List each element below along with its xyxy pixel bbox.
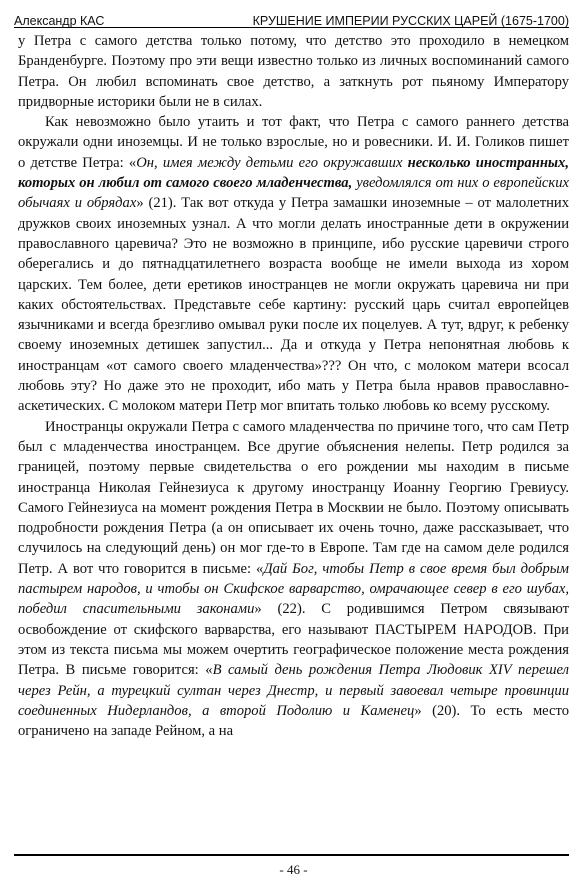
header-author: Александр КАС xyxy=(14,14,105,28)
paragraph-text: » (21). Так вот откуда у Петра замашки иноземные – от малолетних дружков своих иноземных узнал. А что могли делать иностранные дети в окружении православного царевича? Это не возможно в принципе, ибо русские царевичи строго оберегались и до пятнадцатилетнего возраста вообще не имели выхода из хором царских. Тем более, дети еретиков иностранцев не могли окружать царевича ни при каких обстоятельствах. Представьте себе картину: русский царь считал европейцев язычниками и всегда брезгливо омывал руки после их поцелуев. А тут, вдруг, к ребенку своему иноземных детишек запустил... Да и откуда у Петра непонятная любовь к иностранцам «от самого своего младенчества»??? Он что, с молоком матери всосал любовь эту? Но даже это не проходит, ибо мать у Петра была нравов православно-аскетических. С молоком матери Петр мог впитать только любовь ко всему русскому. xyxy=(18,195,569,415)
quote-text: Дай Бог, чтобы Петр в свое время был добрым пастырем народов, и чтобы он Скифское варварство, омрачающее север в его шубах, победил спасительными законами xyxy=(18,560,569,618)
quote-text: В самый день рождения Петра Людовик XIV перешел через Рейн, а турецкий султан через Днестр, и первый завоевал четыре провинции соединенных Нидерландов, а второй Подолию и Каменец xyxy=(18,662,569,719)
quote-text: Он, имея между детьми его окружавших xyxy=(136,154,408,171)
header-book-title: КРУШЕНИЕ ИМПЕРИИ РУССКИХ ЦАРЕЙ (1675-1700) xyxy=(252,14,569,28)
paragraph-text: у Петра с самого детства только потому, что детство это проходило в немецком Бранденбурге. Поэтому про эти вещи известно только из личных воспоминаний самого Петра. Он любил вспоминать свое детство, а заткнуть рот пьяному Императору придворные историки были не в силах. xyxy=(18,33,569,110)
paragraph-text: » (20). То есть место ограничено на западе Рейном, а на xyxy=(18,702,569,740)
emphasized-quote-text: несколько иностранных, которых он любил от самого своего младенчества, xyxy=(18,154,569,192)
header-rule xyxy=(14,27,569,28)
page-number: - 46 - xyxy=(279,862,308,877)
quote-text: уведомлялся от них о европейских обычаях и обрядах xyxy=(18,175,569,212)
footer-rule xyxy=(14,854,569,856)
paragraph-text: Как невозможно было утаить и тот факт, что Петра с самого раннего детства окружали одни иноземцы. И не только взрослые, но и ровесники. И. И. Голиков пишет о детстве Петра: « xyxy=(18,114,569,171)
body-text xyxy=(18,31,569,741)
paragraph xyxy=(18,112,569,416)
paragraph xyxy=(18,31,569,112)
paragraph-text: Иностранцы окружали Петра с самого младенчества по причине того, что сам Петр был с младенчества иностранцем. Все другие объяснения нелепы. Петр родился за границей, поэтому первые свидетельства о его рождении мы находим в письме иностранца Николая Гейнезиуса к другому иностранцу Иоанну Георгию Гревиусу. Самого Гейнезиуса на момент рождения Петра в Москвии не было. Поэтому описывать подробности рождения Петра (а он описывает их очень точно, даже рассказывает, что случилось на следующий день) он мог где-то в Европе. Там где на самом деле родился Петр. А вот что говорится в письме: « xyxy=(18,418,569,577)
paragraph-text: » (22). С родившимся Петром связывают освобождение от скифского варварства, его называют ПАСТЫРЕМ НАРОДОВ. При этом из текста письма мы можем очертить географическое положение места рождения Петра. В письме говорится: « xyxy=(18,601,569,679)
paragraph xyxy=(18,417,569,742)
running-header xyxy=(14,4,569,28)
